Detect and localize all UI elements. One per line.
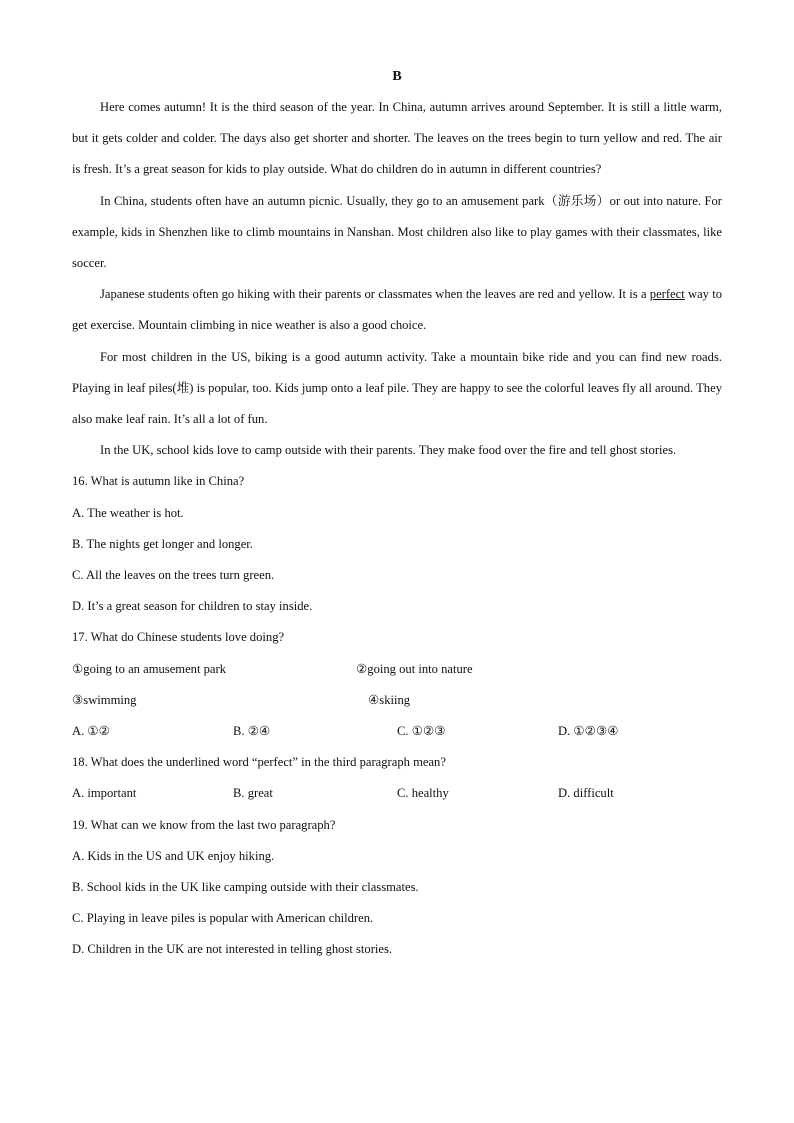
options-row <box>72 778 722 809</box>
option-c: C. ①②③ <box>397 723 446 738</box>
reading-passage <box>72 92 722 466</box>
option-b: B. The nights get longer and longer. <box>72 536 253 551</box>
question-19 <box>72 810 722 966</box>
option-a: A. ①② <box>72 723 110 738</box>
question-17 <box>72 622 722 747</box>
option-b: B. ②④ <box>233 723 271 738</box>
option-b: B. great <box>233 786 273 801</box>
section-title: B <box>392 69 402 84</box>
choice-4: ④skiing <box>368 692 411 707</box>
paragraph-4: For most children in the US, biking is a good autumn activity. Take a mountain bike ride and you can find new roads. Playing in leaf piles(堆) is popular, too. Kids jump onto a leaf pile. They are happy to see the colorful leaves fly all around. They also make leaf rain. It’s all a lot of fun. <box>72 349 722 427</box>
paragraph-2: In China, students often have an autumn picnic. Usually, they go to an amusement park（游乐场）or out into nature. For example, kids in Shenzhen like to climb mountains in Nanshan. Most children also like to play games with their classmates, like soccer. <box>72 193 722 271</box>
option-b: B. School kids in the UK like camping outside with their classmates. <box>72 879 419 894</box>
choice-row-1 <box>72 654 722 685</box>
options-row <box>72 716 722 747</box>
underlined-word: perfect <box>649 287 685 302</box>
option-c: C. All the leaves on the trees turn green. <box>72 568 275 582</box>
option-d: D. Children in the UK are not interested in telling ghost stories. <box>72 942 393 957</box>
option-c: C. Playing in leave piles is popular with American children. <box>72 911 374 926</box>
option-d: D. It’s a great season for children to stay inside. <box>72 599 313 614</box>
choice-row-2 <box>72 685 722 716</box>
option-d: D. difficult <box>558 786 614 801</box>
option-a: A. important <box>72 786 137 801</box>
paragraph-3 <box>72 279 722 341</box>
document-page <box>72 62 722 965</box>
question-text: 19. What can we know from the last two paragraph? <box>72 817 336 832</box>
paragraph-1: Here comes autumn! It is the third season of the year. In China, autumn arrives around September. It is still a little warm, but it gets colder and colder. The days also get shorter and shorter. The leaves on the trees begin to turn yellow and red. The air is fresh. It’s a great season for kids to play outside. What do children do in autumn in different countries? <box>72 100 722 177</box>
option-c: C. healthy <box>397 786 449 801</box>
paragraph-5: In the UK, school kids love to camp outside with their parents. They make food over the fire and tell ghost stories. <box>100 443 677 458</box>
paragraph-3-before: Japanese students often go hiking with their parents or classmates when the leaves are red and yellow. It is a <box>100 287 650 302</box>
choice-3: ③swimming <box>72 692 137 707</box>
choice-2: ②going out into nature <box>356 661 473 676</box>
choice-1: ①going to an amusement park <box>72 661 226 676</box>
question-text: 16. What is autumn like in China? <box>72 474 245 489</box>
question-16 <box>72 466 722 622</box>
question-18 <box>72 747 722 809</box>
option-a: A. The weather is hot. <box>72 505 184 520</box>
option-a: A. Kids in the US and UK enjoy hiking. <box>72 848 275 863</box>
paragraph-3-after: way to get exercise. Mountain climbing in nice weather is also a good choice. <box>72 287 722 333</box>
question-text: 17. What do Chinese students love doing? <box>72 630 285 645</box>
option-d: D. ①②③④ <box>558 723 619 738</box>
question-text: 18. What does the underlined word “perfect” in the third paragraph mean? <box>72 755 446 770</box>
